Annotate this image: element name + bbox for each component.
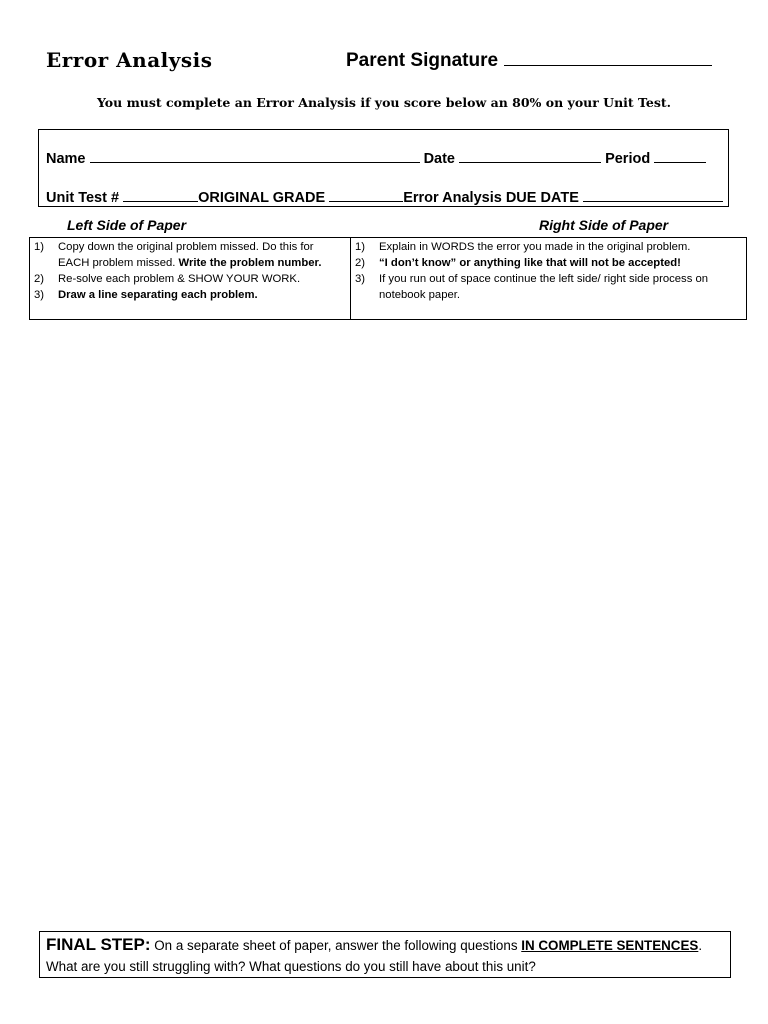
original-grade-label: ORIGINAL GRADE (198, 190, 326, 206)
unit-test-label: Unit Test # (46, 190, 120, 206)
parent-signature-line[interactable] (504, 49, 712, 66)
list-item (355, 239, 742, 255)
name-field[interactable] (90, 149, 420, 163)
list-item (355, 271, 742, 303)
final-step-emphasis: IN COMPLETE SENTENCES (521, 938, 699, 953)
item-text: Explain in WORDS the error you made in the original problem. (379, 241, 691, 253)
date-field[interactable] (459, 149, 601, 163)
score-notice: You must complete an Error Analysis if you score below an 80% on your Unit Test. (96, 95, 672, 110)
due-date-field[interactable] (583, 188, 723, 202)
item-text: “I don’t know” or anything like that will not be accepted! (379, 257, 681, 269)
final-step-box (39, 931, 731, 978)
final-step-text-after: . What are you still struggling with? What questions do you still have about this unit? (46, 938, 703, 974)
original-grade-field[interactable] (329, 188, 403, 202)
final-step-label: FINAL STEP: (46, 935, 151, 954)
item-number: 3) (34, 289, 45, 301)
date-label: Date (423, 151, 455, 167)
item-number: 2) (34, 273, 45, 285)
list-item (34, 287, 346, 303)
item-text: Re-solve each problem & SHOW YOUR WORK. (58, 273, 301, 285)
final-step-text: On a separate sheet of paper, answer the following questions (150, 938, 522, 953)
page-title: Error Analysis (46, 48, 213, 72)
item-text: If you run out of space continue the left side/ right side process on notebook paper. (379, 273, 709, 301)
item-number: 1) (34, 241, 45, 253)
instructions-table (29, 237, 747, 320)
unit-test-field[interactable] (123, 188, 198, 202)
item-number: 1) (355, 241, 366, 253)
info-row-grades (46, 188, 723, 206)
student-info-box (38, 129, 729, 207)
period-label: Period (605, 151, 651, 167)
period-field[interactable] (654, 149, 706, 163)
right-side-heading: Right Side of Paper (539, 217, 669, 233)
item-text: Copy down the original problem missed. Do this for EACH problem missed. Write the problem number. (58, 241, 322, 269)
due-date-label: Error Analysis DUE DATE (403, 190, 579, 206)
list-item (355, 255, 742, 271)
item-number: 3) (355, 273, 366, 285)
info-row-name (46, 149, 706, 167)
right-instructions (351, 238, 746, 319)
left-side-heading: Left Side of Paper (67, 217, 187, 233)
item-text: Draw a line separating each problem. (58, 289, 258, 301)
list-item (34, 271, 346, 287)
item-number: 2) (355, 257, 366, 269)
left-instructions (30, 238, 351, 319)
name-label: Name (46, 151, 86, 167)
parent-signature (346, 49, 712, 72)
parent-signature-label: Parent Signature (346, 50, 499, 71)
list-item (34, 239, 346, 271)
